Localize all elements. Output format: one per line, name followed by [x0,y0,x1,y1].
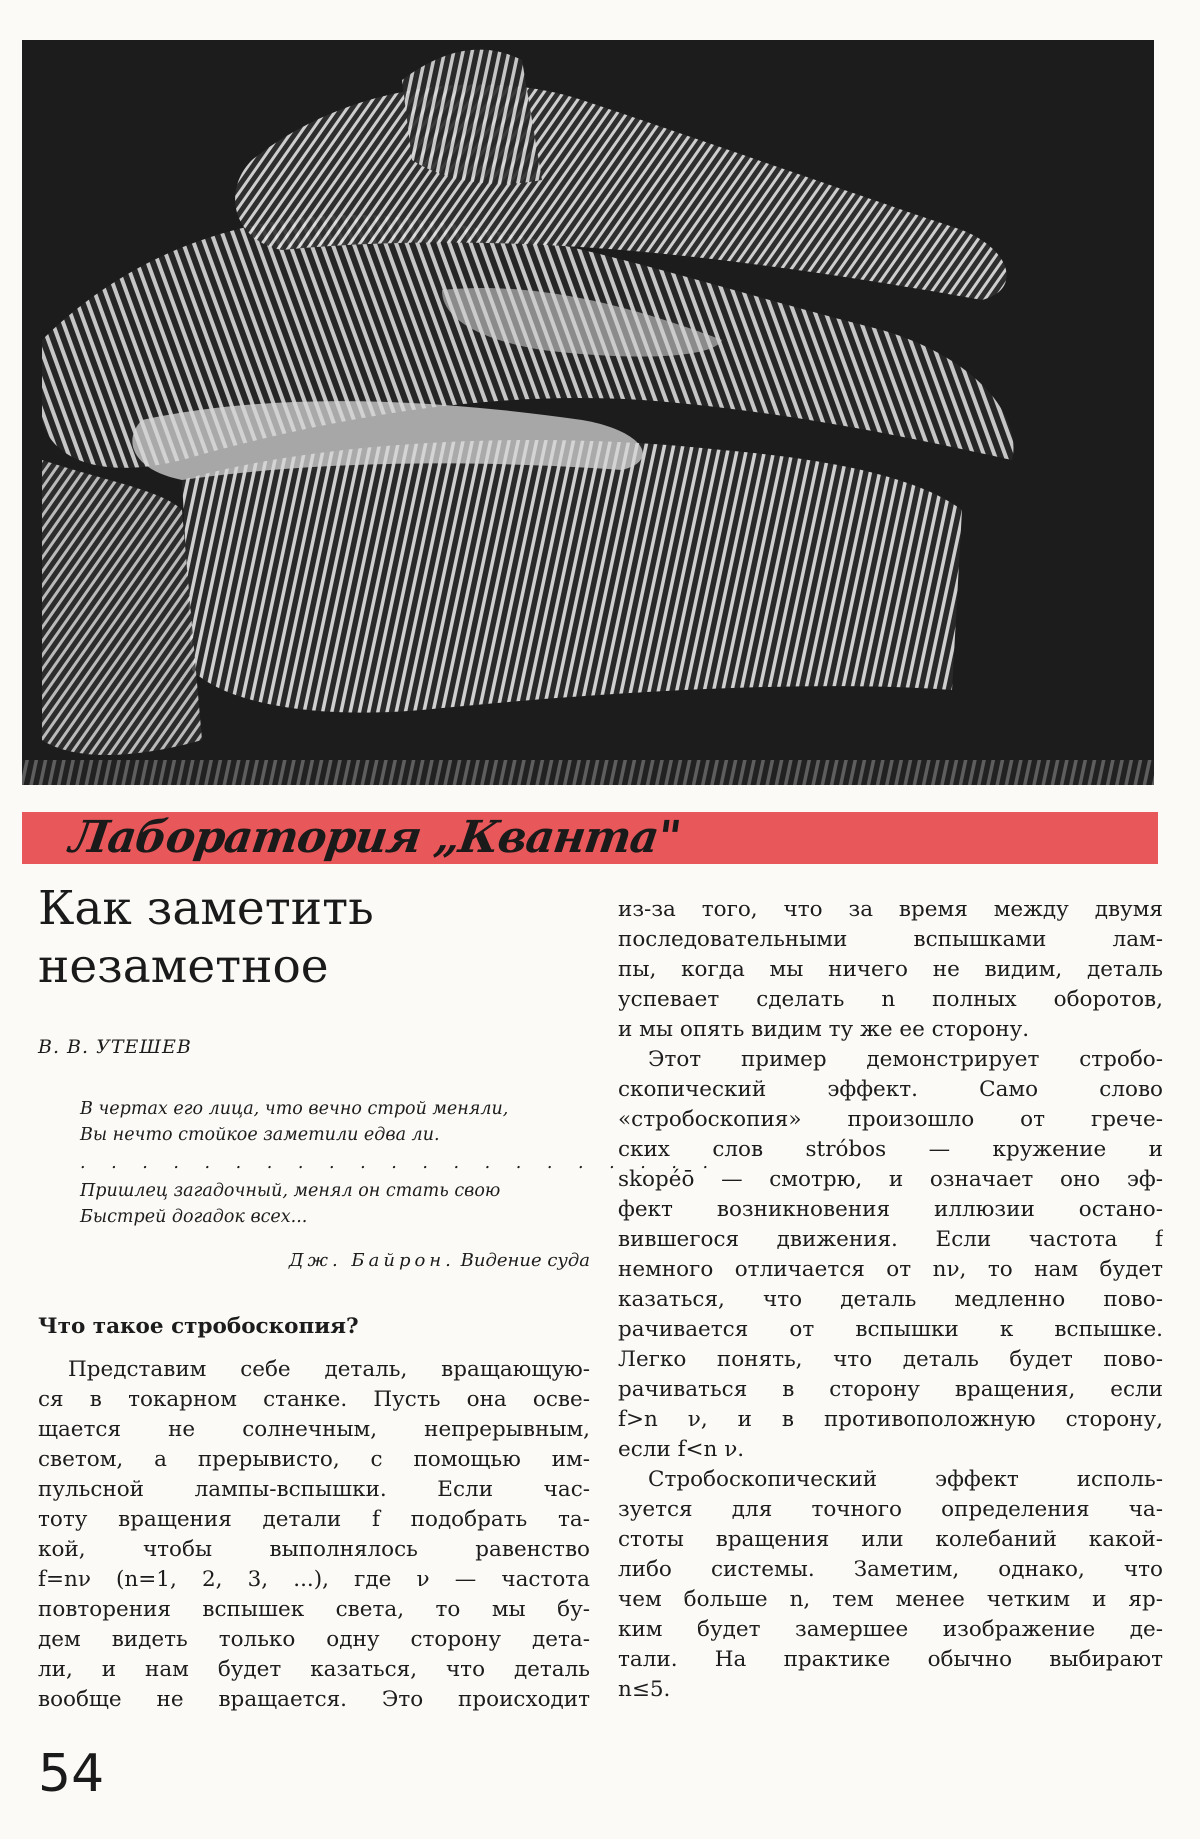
epigraph [80,1096,719,1274]
body-line: n≤5. [618,1677,671,1702]
body-line: чем больше n, тем менее четким и яр- [618,1587,1163,1612]
epigraph-line: В чертах его лица, что вечно строй меняли, [80,1099,509,1119]
body-line: дем видеть только одну сторону дета- [38,1627,590,1652]
body-line: f>n ν, и в противоположную сторону, [618,1407,1163,1432]
body-line: последовательными вспышками лам- [618,927,1163,952]
epigraph-line: Быстрей догадок всех... [80,1207,308,1227]
body-line: успевает сделать n полных оборотов, [618,987,1163,1012]
stroboscopic-image [22,40,1154,785]
body-line: кой, чтобы выполнялось равенство [38,1537,590,1562]
body-line: светом, а прерывисто, с помощью им- [38,1447,590,1472]
body-line: Представим себе деталь, вращающую- [68,1357,590,1382]
body-line: ли, и нам будет казаться, что деталь [38,1657,590,1682]
body-line: фект возникновения иллюзии остано- [618,1197,1163,1222]
stroboscopic-photo [22,40,1154,785]
rubric-title: Лаборатория „Кванта" [66,812,684,863]
body-line: skopéō — смотрю, и означает оно эф- [618,1167,1163,1192]
body-line: Легко понять, что деталь будет пово- [618,1347,1163,1372]
body-line: Этот пример демонстрирует стробо- [648,1047,1163,1072]
body-line: стоты вращения или колебаний какой- [618,1527,1163,1552]
body-line: щается не солнечным, непрерывным, [38,1417,590,1442]
article-title-line: Как заметить [38,881,374,936]
body-line: либо системы. Заметим, однако, что [618,1557,1163,1582]
body-line: вившегося движения. Если частота f [618,1227,1163,1252]
article-title-line: незаметное [38,939,329,994]
epigraph-source [80,1248,590,1274]
body-line: тали. На практике обычно выбирают [618,1647,1163,1672]
epigraph-ellipsis: . . . . . . . . . . . . . . . . . . . . . [80,1153,719,1173]
body-line: вообще не вращается. Это происходит [38,1687,590,1712]
body-paragraph [618,895,1163,1045]
body-line: ских слов stróbos — кружение и [618,1137,1163,1162]
page-number: 54 [38,1744,105,1804]
body-line: повторения вспышек света, то мы бу- [38,1597,590,1622]
body-line: зуется для точного определения ча- [618,1497,1163,1522]
epigraph-author: Дж. Байрон. [288,1250,455,1271]
epigraph-line: Вы нечто стойкое заметили едва ли. [80,1125,440,1145]
body-line: и мы опять видим ту же ее сторону. [618,1017,1030,1042]
body-paragraph [618,1045,1163,1465]
body-line: пульсной лампы-вспышки. Если час- [38,1477,590,1502]
body-line: скопический эффект. Само слово [618,1077,1163,1102]
body-line: f=nν (n=1, 2, 3, ...), где ν — частота [38,1567,590,1592]
body-line: немного отличается от nν, то нам будет [618,1257,1163,1282]
body-line: если f<n ν. [618,1437,745,1462]
section-heading: Что такое стробоскопия? [38,1314,359,1339]
epigraph-work: Видение суда [460,1250,590,1271]
body-line: рачиваться в сторону вращения, если [618,1377,1163,1402]
article-author: В. В. УТЕШЕВ [38,1036,192,1058]
body-line: из-за того, что за время между двумя [618,897,1163,922]
article-title [38,880,590,996]
body-line: тоту вращения детали f подобрать та- [38,1507,590,1532]
body-paragraph [618,1465,1163,1705]
body-line: казаться, что деталь медленно пово- [618,1287,1163,1312]
body-line: пы, когда мы ничего не видим, деталь [618,957,1163,982]
epigraph-line: Пришлец загадочный, менял он стать свою [80,1181,501,1201]
body-line: Стробоскопический эффект исполь- [648,1467,1163,1492]
right-column [618,895,1163,1705]
body-line: ким будет замершее изображение де- [618,1617,1163,1642]
body-line: ся в токарном станке. Пусть она осве- [38,1387,590,1412]
body-line: рачивается от вспышки к вспышке. [618,1317,1163,1342]
body-paragraph [38,1355,590,1715]
body-line: «стробоскопия» произошло от грече- [618,1107,1163,1132]
